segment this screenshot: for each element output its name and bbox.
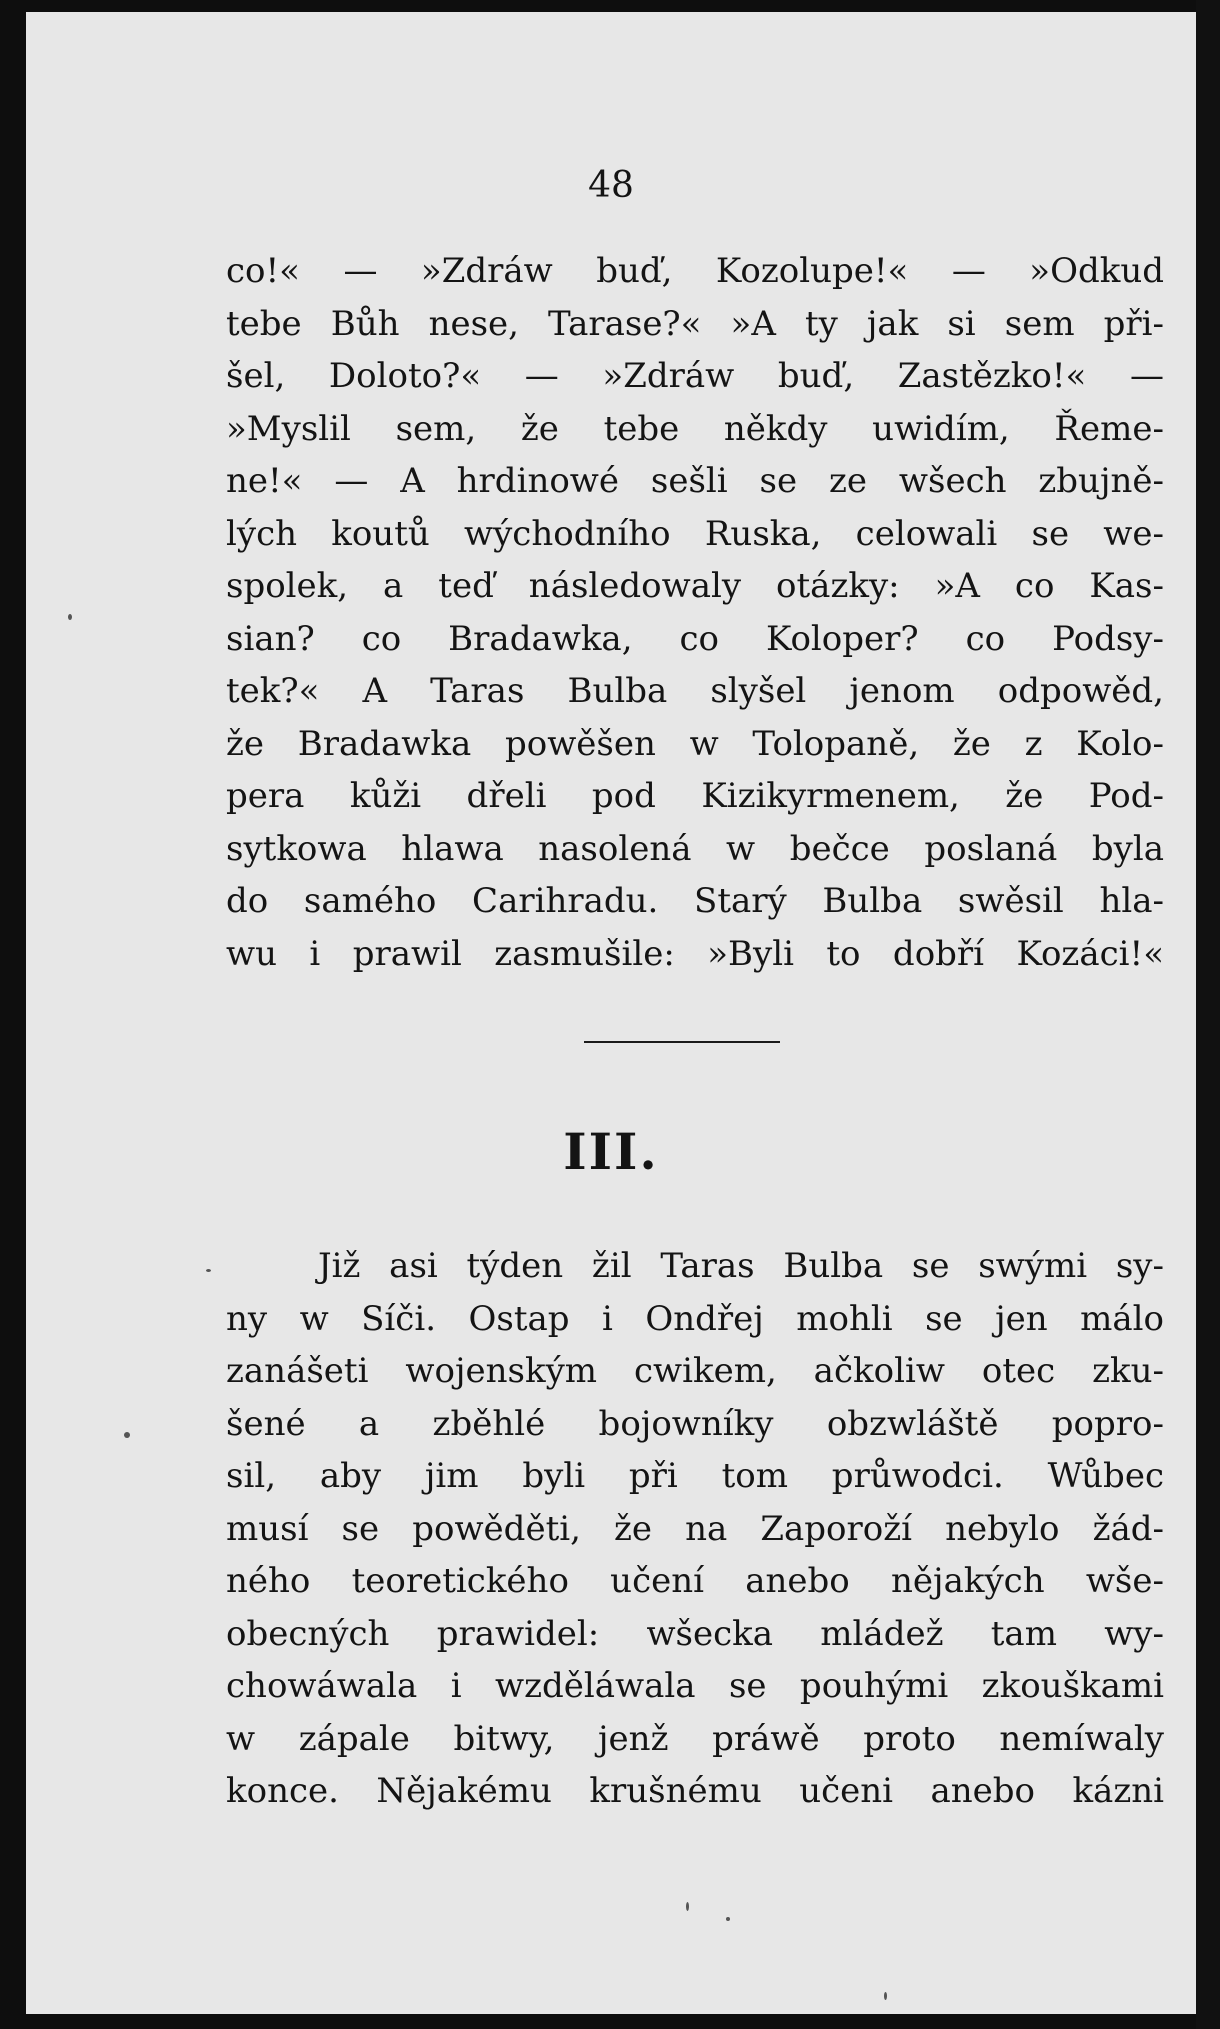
chapter-heading: III. (563, 1122, 659, 1181)
text-line: w zápale bitwy, jenž práwě proto nemíwaly (226, 1718, 1164, 1759)
text-line: že Bradawka powěšen w Tolopaně, že z Kolo- (226, 723, 1164, 764)
text-line: konce. Nějakému krušnému učeni anebo kázni (226, 1771, 1164, 1811)
text-line: sil, aby jim byli při tom průwodci. Wůbec (226, 1456, 1164, 1496)
text-line: ne!« — A hrdinowé sešli se ze wšech zbujně- (226, 461, 1164, 501)
paragraph-chapter-start (226, 1240, 1164, 1818)
text-line: pera kůži dřeli pod Kizikyrmenem, že Pod- (226, 776, 1164, 816)
page-edge-shadow (1196, 0, 1220, 2029)
paper-speck (124, 1432, 130, 1438)
text-line: šel, Doloto?« — »Zdráw buď, Zastězko!« — (226, 356, 1164, 396)
text-line: co!« — »Zdráw buď, Kozolupe!« — »Odkud (226, 251, 1164, 291)
text-line: lých koutů wýchodního Ruska, celowali se we- (226, 513, 1164, 554)
text-line: Již asi týden žil Taras Bulba se swými sy- (318, 1246, 1164, 1286)
book-page (26, 12, 1196, 2014)
text-line: sian? co Bradawka, co Koloper? co Podsy- (226, 618, 1164, 659)
paper-speck (68, 614, 72, 620)
text-line: chowáwala i wzděláwala se pouhými zkouškami (226, 1666, 1164, 1706)
text-line: sytkowa hlawa nasolená w bečce poslaná byla (226, 828, 1164, 869)
text-line: spolek, a teď následowaly otázky: »A co Kas- (226, 566, 1164, 606)
paper-speck (726, 1917, 730, 1921)
paper-speck (686, 1902, 689, 1911)
text-line: musí se powěděti, že na Zaporoží nebylo žád- (226, 1508, 1164, 1549)
text-line: tek?« A Taras Bulba slyšel jenom odpowěd, (226, 671, 1164, 711)
text-line: ny w Síči. Ostap i Ondřej mohli se jen málo (226, 1298, 1164, 1339)
text-line: zanášeti wojenským cwikem, ačkoliw otec zku- (226, 1351, 1164, 1391)
text-line: tebe Bůh nese, Tarase?« »A ty jak si sem při- (226, 303, 1164, 344)
text-line: ného teoretického učení anebo nějakých wše- (226, 1561, 1164, 1601)
paragraph-continued (226, 245, 1164, 980)
paper-speck (884, 1992, 887, 2000)
text-line: »Myslil sem, že tebe někdy uwidím, Řeme- (226, 408, 1164, 449)
section-divider (584, 1041, 780, 1043)
paper-speck (206, 1269, 211, 1272)
text-line: do samého Carihradu. Starý Bulba swěsil hla- (226, 881, 1164, 921)
text-line: wu i prawil zasmušile: »Byli to dobří Kozáci!« (226, 933, 1164, 974)
page-number: 48 (588, 165, 634, 206)
text-line: obecných prawidel: wšecka mládež tam wy- (226, 1613, 1164, 1654)
text-line: šené a zběhlé bojowníky obzwláště popro- (226, 1403, 1164, 1444)
